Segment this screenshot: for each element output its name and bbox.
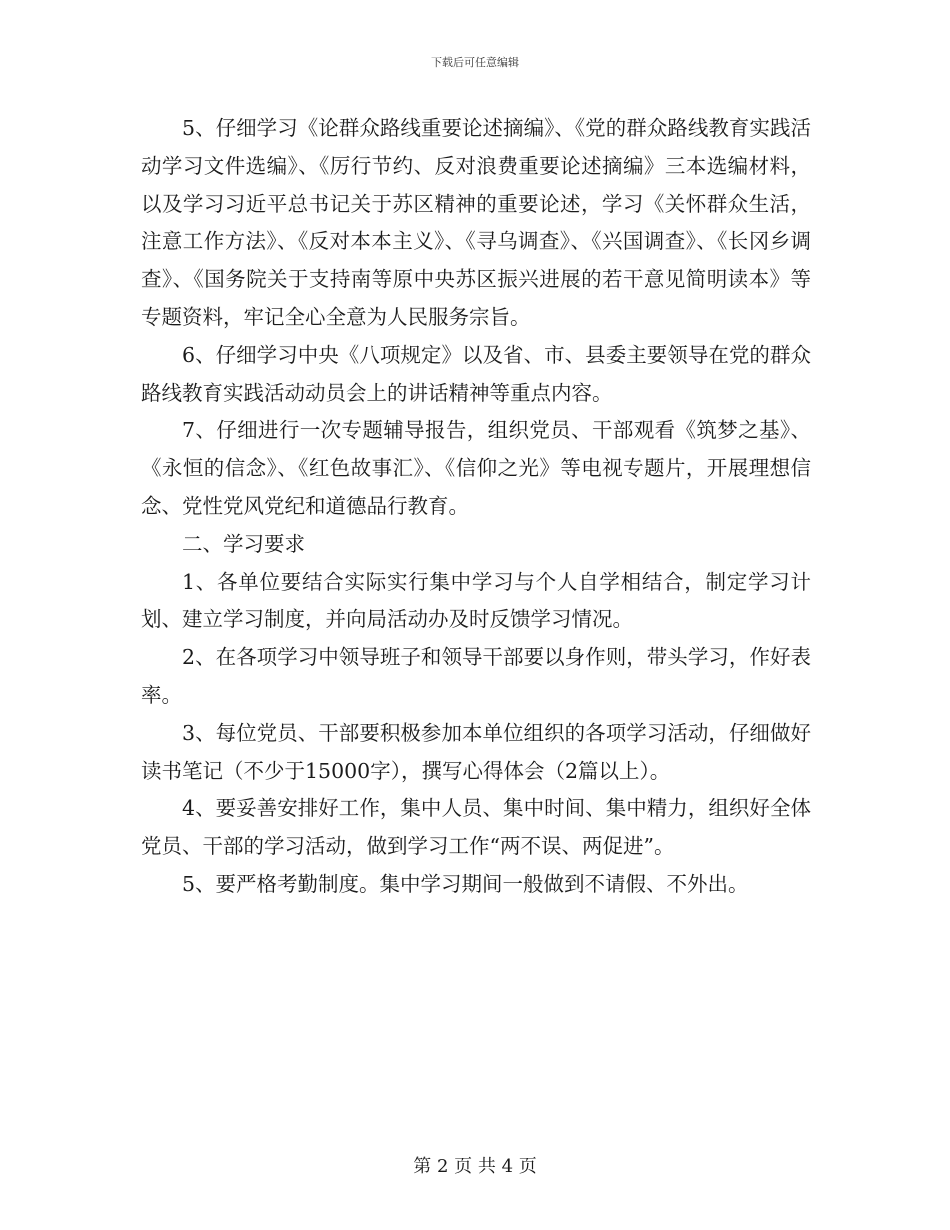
page-header-note: 下载后可任意编辑: [431, 56, 519, 69]
paragraph-requirement-1: 1、各单位要结合实际实行集中学习与个人自学相结合，制定学习计划、建立学习制度，并向局活动办及时反馈学习情况。: [141, 569, 811, 632]
paragraph-study-item-5: 5、仔细学习《论群众路线重要论述摘编》、《党的群众路线教育实践活动学习文件选编》、《厉行节约、反对浪费重要论述摘编》三本选编材料，以及学习习近平总书记关于苏区精神的重要论述，学习《关怀群众生活，注意工作方法》、《反对本本主义》、《寻乌调查》、《兴国调查》、《长冈乡调查》、《国务院关于支持南等原中央苏区振兴进展的若干意见简明读本》等专题资料，牢记全心全意为人民服务宗旨。: [141, 116, 811, 329]
paragraph-study-item-7: 7、仔细进行一次专题辅导报告，组织党员、干部观看《筑梦之基》、《永恒的信念》、《红色故事汇》、《信仰之光》等电视专题片，开展理想信念、党性党风党纪和道德品行教育。: [141, 418, 811, 518]
paragraph-requirement-2: 2、在各项学习中领导班子和领导干部要以身作则，带头学习，作好表率。: [141, 645, 811, 707]
page-number: 第 2 页 共 4 页: [413, 1156, 537, 1177]
section-heading-requirements: 二、学习要求: [182, 531, 305, 556]
paragraph-study-item-6: 6、仔细学习中央《八项规定》以及省、市、县委主要领导在党的群众路线教育实践活动动员会上的讲话精神等重点内容。: [141, 342, 811, 405]
paragraph-requirement-4: 4、要妥善安排好工作，集中人员、集中时间、集中精力，组织好全体党员、干部的学习活动，做到学习工作“两不误、两促进”。: [141, 796, 811, 859]
paragraph-requirement-5: 5、要严格考勤制度。集中学习期间一般做到不请假、不外出。: [182, 871, 749, 896]
document-body: [141, 110, 811, 904]
paragraph-requirement-3: 3、每位党员、干部要积极参加本单位组织的各项学习活动，仔细做好读书笔记（不少于15000字），撰写心得体会（2篇以上）。: [141, 720, 811, 783]
